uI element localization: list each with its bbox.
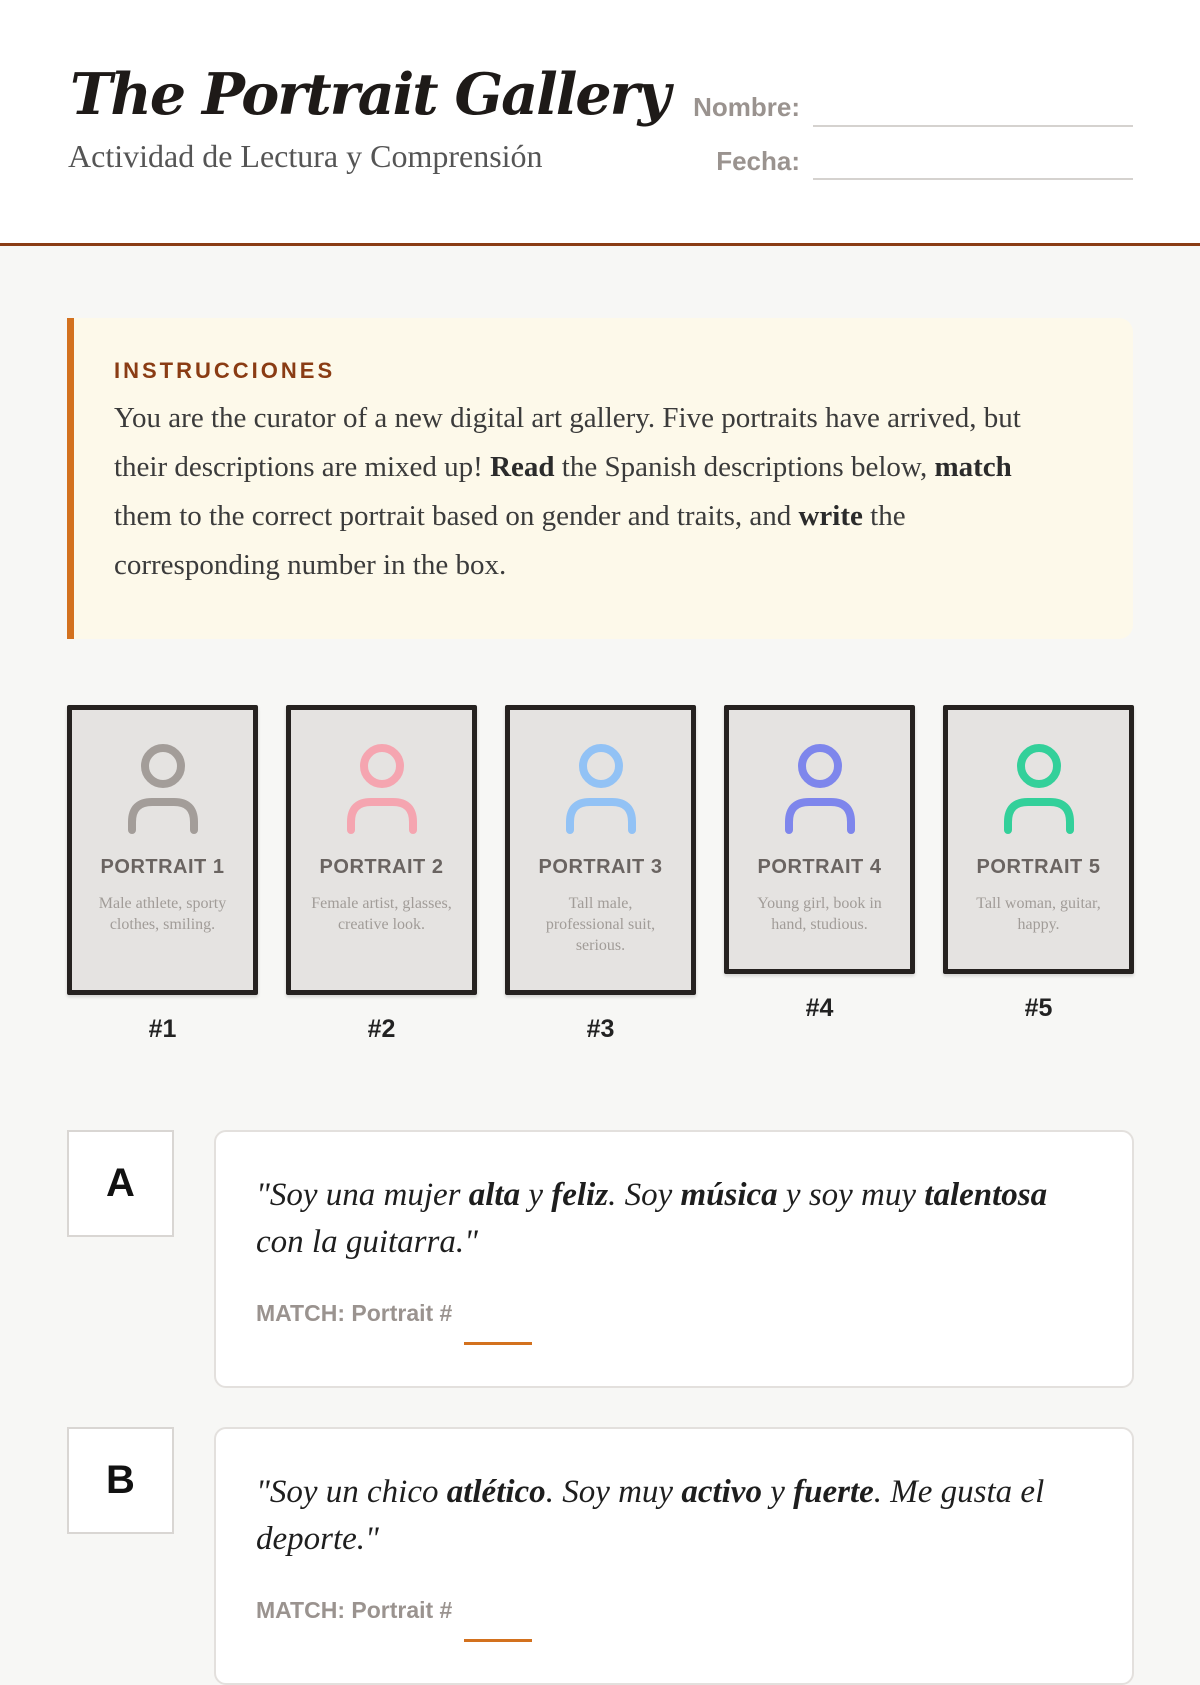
- date-label: Fecha:: [716, 146, 800, 176]
- portrait-card: [67, 705, 258, 995]
- instructions-text-part: them to the correct portrait based on gender and traits, and: [114, 500, 799, 532]
- portrait-name: PORTRAIT 5: [976, 856, 1101, 878]
- quote-text: . Soy: [608, 1177, 681, 1213]
- page-subtitle: Actividad de Lectura y Comprensión: [68, 138, 543, 174]
- portrait-card: [943, 705, 1134, 974]
- name-label: Nombre:: [693, 92, 800, 122]
- portrait-number: #3: [586, 1015, 615, 1043]
- instructions-bold-match: match: [934, 451, 1012, 483]
- instructions-bold-write: write: [798, 500, 863, 532]
- description-card: [214, 1130, 1134, 1388]
- instructions-text-part: You are the curator of a new digital art gallery. Five portraits have arrived, but their descriptions are mixed up!: [114, 402, 1021, 483]
- quote-text: y: [761, 1474, 794, 1510]
- match-row: [256, 1300, 1092, 1327]
- portrait-name: PORTRAIT 3: [538, 856, 663, 878]
- date-field[interactable]: [813, 178, 1133, 180]
- instructions-box: [67, 318, 1133, 639]
- portrait-card: [286, 705, 477, 995]
- quote-text: "Soy un chico: [256, 1474, 447, 1510]
- quote-keyword: música: [680, 1177, 778, 1213]
- page-title: The Portrait Gallery: [70, 61, 669, 128]
- quote-keyword: activo: [681, 1474, 762, 1510]
- portrait-number: #1: [148, 1015, 177, 1043]
- quote-keyword: talentosa: [924, 1177, 1048, 1213]
- portrait-description: Tall woman, guitar, happy.: [976, 895, 1101, 933]
- person-icon: [564, 744, 638, 834]
- match-row: [256, 1597, 1092, 1624]
- portrait-description: Young girl, book in hand, studious.: [757, 895, 882, 933]
- instructions-bold-read: Read: [490, 451, 555, 483]
- description-card: [214, 1427, 1134, 1685]
- instructions-text: [114, 394, 1073, 590]
- person-icon: [126, 744, 200, 834]
- match-label: MATCH: Portrait #: [256, 1597, 453, 1623]
- match-answer-blank[interactable]: [464, 1342, 532, 1345]
- name-field[interactable]: [813, 125, 1133, 127]
- instructions-text-part: the corresponding number in the box.: [114, 500, 906, 581]
- portrait-number: #4: [805, 994, 834, 1022]
- portrait-description: Male athlete, sporty clothes, smiling.: [98, 895, 227, 933]
- quote-keyword: atlético: [446, 1474, 546, 1510]
- portrait-description: Tall male, professional suit, serious.: [545, 895, 656, 954]
- portrait-card: [505, 705, 696, 995]
- worksheet-header: [0, 0, 1200, 246]
- quote-text: "Soy una mujer: [256, 1177, 469, 1213]
- person-icon: [1002, 744, 1076, 834]
- quote-keyword: fuerte: [793, 1474, 874, 1510]
- description-quote: [256, 1469, 1092, 1563]
- portrait-name: PORTRAIT 2: [319, 856, 444, 878]
- portrait-number: #2: [367, 1015, 396, 1043]
- description-quote: [256, 1172, 1092, 1266]
- portrait-card: [724, 705, 915, 974]
- instructions-title: INSTRUCCIONES: [114, 358, 336, 383]
- match-label: MATCH: Portrait #: [256, 1300, 453, 1326]
- quote-keyword: alta: [468, 1177, 521, 1213]
- portrait-name: PORTRAIT 4: [757, 856, 882, 878]
- quote-text: . Soy muy: [545, 1474, 682, 1510]
- portrait-name: PORTRAIT 1: [100, 856, 225, 878]
- portrait-number: #5: [1024, 994, 1053, 1022]
- quote-text: . Me gusta el deporte.": [256, 1474, 1045, 1557]
- quote-text: con la guitarra.": [256, 1224, 478, 1260]
- person-icon: [783, 744, 857, 834]
- instructions-text-part: the Spanish descriptions below,: [554, 451, 935, 483]
- answer-letter-box: B: [67, 1427, 174, 1534]
- person-icon: [345, 744, 419, 834]
- quote-text: y soy muy: [777, 1177, 925, 1213]
- answer-letter-box: A: [67, 1130, 174, 1237]
- quote-keyword: feliz: [551, 1177, 609, 1213]
- quote-text: y: [520, 1177, 552, 1213]
- portrait-description: Female artist, glasses, creative look.: [311, 895, 452, 933]
- match-answer-blank[interactable]: [464, 1639, 532, 1642]
